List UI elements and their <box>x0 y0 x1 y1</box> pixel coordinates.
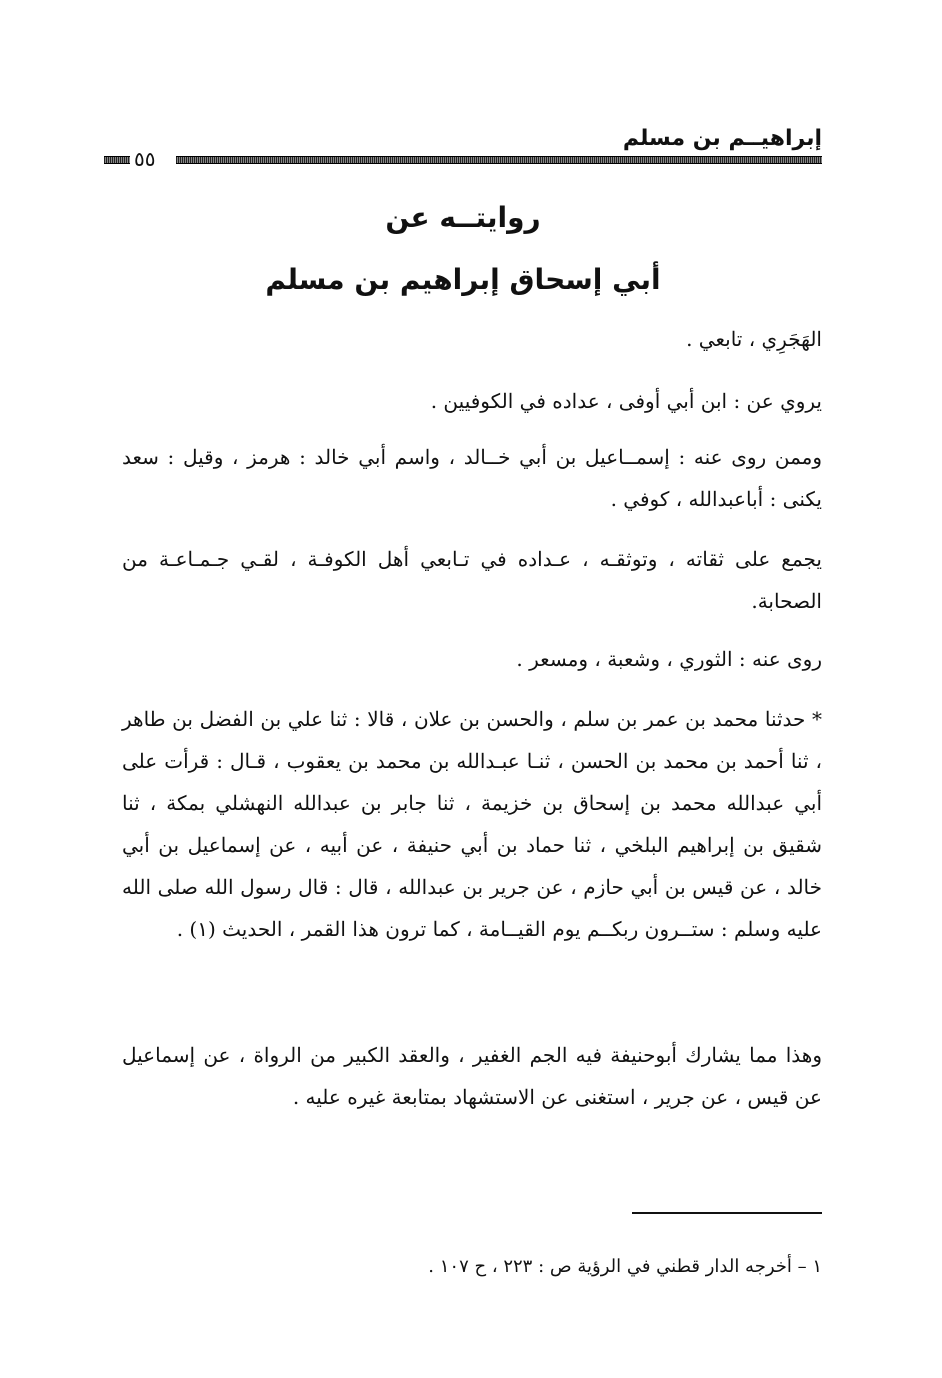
footnote-separator <box>632 1212 822 1214</box>
paragraph-5: روى عنه : الثوري ، وشعبة ، ومسعر . <box>516 647 822 671</box>
page-number: ٥٥ <box>134 147 156 171</box>
footnote-1: ١ – أخرجه الدار قطني في الرؤية ص : ٢٢٣ ، ح ١٠٧ . <box>428 1256 822 1277</box>
paragraph-1: الهَجَرِي ، تابعي . <box>686 327 822 351</box>
paragraph-7: وهذا مما يشارك أبوحنيفة فيه الجم الغفير ، والعقد الكبير من الرواة ، عن إسماعيل عن قيس ، عن جرير ، استغنى عن الاستشهاد بمتابعة غيره عليه . <box>122 1043 822 1109</box>
header-rule-end-mark <box>104 156 130 164</box>
paragraph-3: وممن روى عنه : إسمــاعيل بن أبي خــالد ، واسم أبي خالد : هرمز ، وقيل : سعد يكنى : أباعبدالله ، كوفي . <box>122 445 822 511</box>
section-heading-line-2: أبي إسحاق إبراهيم بن مسلم <box>265 263 661 296</box>
section-heading-line-1: روايتــه عن <box>385 201 541 234</box>
running-header <box>104 124 822 180</box>
running-header-title: إبراهيــم بن مسلم <box>622 126 822 151</box>
paragraph-hadith: * حدثنا محمد بن عمر بن سلم ، والحسن بن علان ، قالا : ثنا علي بن الفضل بن طاهر ، ثنا أحمد بن محمد بن الحسن ، ثنـا عبـدالله بن محمد بن يعقوب ، قـال : قرأت على أبي عبدالله محمد بن إسحاق بن خزيمة ، ثنا جابر بن عبدالله النهشلي بمكة ، ثنا شقيق بن إبراهيم البلخي ، ثنا حماد بن أبي حنيفة ، عن أبيه ، عن إسماعيل بن أبي خالد ، عن قيس بن أبي حازم ، عن جرير بن عبدالله ، قال : قال رسول الله صلى الله عليه وسلم : ستــرون ربكــم يوم القيــامة ، كما ترون هذا القمر ، الحديث (١) . <box>122 707 822 941</box>
paragraph-4: يجمع على ثقاته ، وتوثقـه ، عـداده في تـابعي أهل الكوفـة ، لقـي جـمـاعـة من الصحابة. <box>122 547 822 613</box>
paragraph-2: يروي عن : ابن أبي أوفى ، عداده في الكوفيين . <box>430 389 822 413</box>
header-rule <box>176 156 822 164</box>
